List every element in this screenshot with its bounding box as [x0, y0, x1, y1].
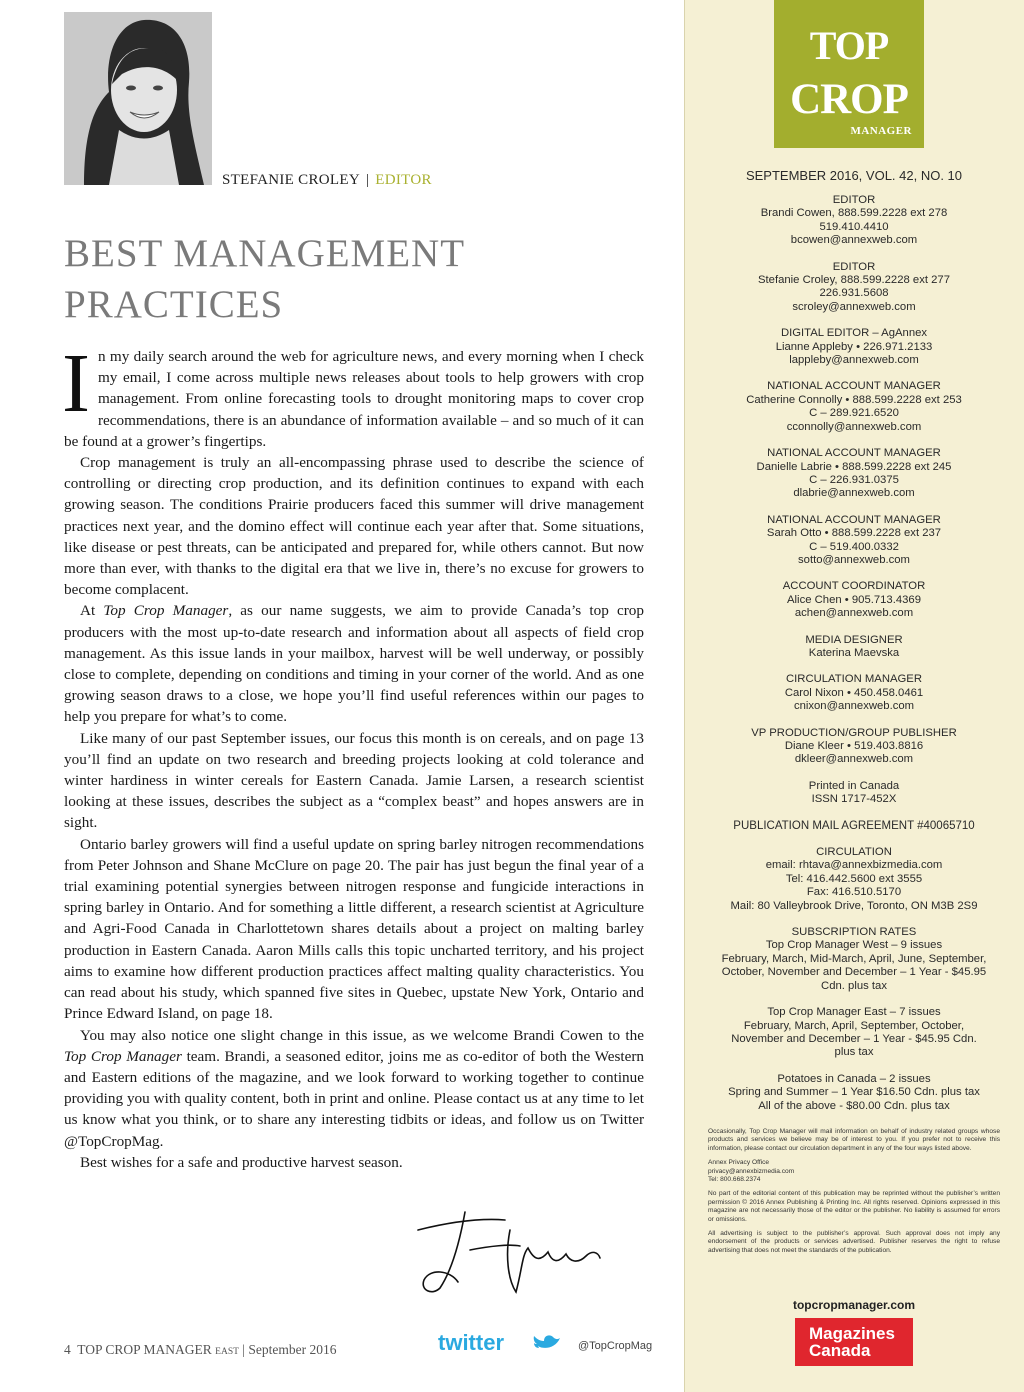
folio [64, 1342, 336, 1358]
masthead [700, 168, 1008, 1126]
magazines-canada-logo [795, 1318, 913, 1366]
masthead-line: SUBSCRIPTION RATES [791, 926, 917, 939]
masthead-line: All of the above - $80.00 Cdn. plus tax [758, 1099, 950, 1112]
website-link[interactable]: topcropmanager.com [792, 1298, 916, 1312]
paragraph-4: Like many of our past September issues, our focus this month is on cereals, and on page 13 you’ll find an update on two research and breeding projects looking at cold tolerance and winter hardiness in winter cereals for Eastern Canada. Jamie Larsen, a research scientist looking at these issues, describes the subject as a “complex beast” and hopes answers are in sight. [64, 729, 644, 832]
masthead-line: Diane Kleer • 519.403.8816 [784, 740, 924, 752]
issue-info: SEPTEMBER 2016, VOL. 42, NO. 10 [745, 168, 963, 183]
masthead-line: DIGITAL EDITOR – AgAnnex [780, 327, 928, 340]
masthead-block [700, 261, 1008, 315]
editor-photo [64, 12, 212, 185]
masthead-line: Spring and Summer – 1 Year $16.50 Cdn. plus tax [728, 1086, 980, 1099]
top-crop-manager-logo [774, 0, 924, 148]
twitter-logo[interactable] [438, 1330, 568, 1358]
title-line-2: PRACTICES [64, 283, 284, 326]
masthead-line: NATIONAL ACCOUNT MANAGER [767, 447, 941, 460]
masthead-line: February, March, Mid-March, April, June, September, [721, 952, 987, 965]
fine-print [708, 1128, 1000, 1261]
masthead-line: bcowen@annexweb.com [790, 234, 918, 247]
masthead-line: plus tax [834, 1046, 874, 1059]
masthead-line: email: rhtava@annexbizmedia.com [765, 859, 943, 872]
folio-edition: EAST [215, 1347, 239, 1357]
paragraph-2: Crop management is truly an all-encompassing phrase used to describe the science of controlling or directing crop production, and its definition continues to expand with each growing season. The conditions Prairie producers faced this summer will drive management practices next year, and the domino effect will continue each year after that. Some situations, like disease or pest threats, can be anticipated and prepared for, while others cannot. But now more than ever, with thanks to the digital era that we live in, there’s no excuse for growers to become complacent. [64, 454, 644, 599]
paragraph-6-b: team. Brandi, a seasoned editor, joins me as co-editor of both the Western and Eastern editions of the magazine, and we look forward to working together to continue providing you with quality content, both in print and online. Please contact us at any time to let us know what you think, or to share any interesting tidbits or ideas, and follow us on Twitter @TopCropMag. [64, 1047, 644, 1150]
masthead-line: Carol Nixon • 450.458.0461 [784, 686, 924, 699]
folio-separator: | [242, 1342, 245, 1357]
svg-text:twitter: twitter [438, 1330, 504, 1355]
paragraph-3 [64, 600, 644, 727]
privacy-office-line: Tel: 800.668.2374 [708, 1176, 761, 1184]
folio-title: TOP CROP MANAGER [77, 1342, 212, 1357]
masthead-line: C – 226.931.0375 [809, 473, 899, 486]
potatoes-block [700, 1073, 1008, 1113]
masthead-line: Tel: 416.442.5600 ext 3555 [785, 872, 923, 885]
privacy-note: Occasionally, Top Crop Manager will mail information on behalf of industry related groups whose products and services we believe may be of interest to you. If you prefer not to receive this information, please contact our circulation department in any of the four ways listed above. [708, 1128, 1000, 1152]
circulation-block [700, 846, 1008, 913]
advertising-note: All advertising is subject to the publisher’s approval. Such approval does not imply any endorsement of the products or services advertised. Publisher reserves the right to refuse advertising that does not meet the standards of the publication. [708, 1230, 1000, 1254]
privacy-office-email[interactable]: privacy@annexbizmedia.com [708, 1167, 795, 1175]
byline-separator: | [365, 172, 370, 188]
masthead-line: Danielle Labrie • 888.599.2228 ext 245 [756, 460, 952, 473]
masthead-line: CIRCULATION MANAGER [786, 673, 922, 686]
masthead-line: cconnolly@annexweb.com [786, 420, 922, 433]
masthead-block [700, 447, 1008, 501]
paragraph-6-a: You may also notice one slight change in this issue, as we welcome Brandi Cowen to the [80, 1026, 644, 1044]
masthead-line: Fax: 416.510.5170 [806, 886, 902, 899]
masthead-line: Stefanie Croley, 888.599.2228 ext 277 [758, 274, 950, 287]
masthead-line: Top Crop Manager West – 9 issues [765, 939, 943, 952]
paragraph-3-a: At [80, 602, 104, 620]
masthead-line: NATIONAL ACCOUNT MANAGER [767, 513, 941, 526]
masthead-line: VP PRODUCTION/GROUP PUBLISHER [751, 726, 957, 739]
drop-cap: I [62, 337, 90, 430]
masthead-block [700, 634, 1008, 661]
east-subscription-block [700, 1006, 1008, 1060]
author-name: STEFANIE CROLEY [222, 172, 360, 188]
masthead-block [700, 327, 1008, 367]
masthead-line: Cdn. plus tax [821, 979, 887, 992]
masthead-block [700, 673, 1008, 713]
masthead-block [700, 727, 1008, 767]
masthead-line: dlabrie@annexweb.com [793, 487, 915, 500]
masthead-line: November and December – 1 Year - $45.95 Cdn. [731, 1032, 977, 1045]
masthead-line: Katerina Maevska [808, 646, 900, 659]
paragraph-5: Ontario barley growers will find a useful update on spring barley nitrogen recommendations from Peter Johnson and Shane McClure on page 20. The pair has just begun the final year of a trial examining potential synergies between nitrogen response and fungicide interactions in spring barley in Ontario. And for something a little different, a research scientist at Agriculture and Agri-Food Canada in Charlottetown shares details about a project on malting barley production in Eastern Canada. Aaron Mills calls this topic uncharted territory, and his project aims to examine how different production practices affect malting quality characteristics. You can read about his study, which spanned five sites in Quebec, upstate New York, Ontario and Prince Edward Island, on page 18. [64, 835, 644, 1023]
masthead-line: Mail: 80 Valleybrook Drive, Toronto, ON M3B 2S9 [730, 899, 978, 912]
masthead-block [700, 514, 1008, 568]
masthead-block [700, 194, 1008, 248]
masthead-block [700, 780, 1008, 807]
masthead-line: Brandi Cowen, 888.599.2228 ext 278 [760, 207, 948, 220]
masthead-line: Potatoes in Canada – 2 issues [777, 1072, 931, 1085]
masthead-line: MEDIA DESIGNER [805, 633, 903, 646]
publication-mail-agreement: PUBLICATION MAIL AGREEMENT #40065710 [733, 819, 975, 832]
masthead-line: 226.931.5608 [819, 287, 889, 300]
byline [222, 172, 432, 189]
logo-line-1: TOP [809, 23, 889, 68]
title-line-1: BEST MANAGEMENT [64, 232, 466, 275]
paragraph-3-b: , as our name suggests, we aim to provide Canada’s top crop producers with the most up-to-date research and information about all aspects of field crop management. As this issue lands in your mailbox, harvest will be well underway, or possibly close to complete, depending on conditions and timing in your corner of the world. And as one growing season draws to a close, we hope you’ll find useful references within our pages to help you prepare for what’s to come. [64, 602, 644, 726]
masthead-line: scroley@annexweb.com [792, 300, 916, 313]
folio-page: 4 [64, 1342, 71, 1357]
paragraph-3-em: Top Crop Manager [103, 602, 229, 620]
masthead-line: dkleer@annexweb.com [794, 753, 914, 766]
masthead-line: sotto@annexweb.com [798, 553, 910, 566]
masthead-block [700, 380, 1008, 434]
masthead-line: Printed in Canada [808, 779, 900, 792]
mc-line-1: Magazines [809, 1324, 895, 1343]
paragraph-6 [64, 1025, 644, 1152]
masthead-line: cnixon@annexweb.com [793, 700, 915, 713]
privacy-office-line: Annex Privacy Office [708, 1159, 770, 1167]
author-role: EDITOR [375, 172, 432, 188]
article-title [64, 228, 644, 330]
masthead-line: EDITOR [832, 260, 876, 273]
paragraph-7: Best wishes for a safe and productive harvest season. [80, 1153, 403, 1171]
masthead-line: October, November and December – 1 Year - $45.95 [721, 966, 987, 979]
masthead-line: NATIONAL ACCOUNT MANAGER [767, 380, 941, 393]
masthead-line: Top Crop Manager East – 7 issues [767, 1006, 941, 1019]
masthead-line: 519.410.4410 [819, 220, 889, 233]
masthead-line: C – 519.400.0332 [809, 540, 899, 553]
logo-line-2: CROP [790, 76, 908, 123]
twitter-handle[interactable]: @TopCropMag [578, 1340, 653, 1352]
masthead-line: CIRCULATION [816, 846, 892, 859]
masthead-line: Alice Chen • 905.713.4369 [787, 593, 921, 606]
masthead-line: ACCOUNT COORDINATOR [782, 580, 926, 593]
masthead-block [700, 580, 1008, 620]
masthead-line: Lianne Appleby • 226.971.2133 [775, 340, 933, 353]
subscription-block [700, 926, 1008, 993]
paragraph-6-em: Top Crop Manager [64, 1047, 182, 1065]
paragraph-1 [62, 337, 644, 452]
mc-line-2: Canada [809, 1341, 871, 1360]
copyright-note: No part of the editorial content of this publication may be reprinted without the publisher’s written permission © 2016 Annex Publishing & Printing Inc. All rights reserved. Opinions expressed in this magazine are not necessarily those of the editor or the publisher. No liability is assumed for errors or omissions. [708, 1190, 1000, 1223]
masthead-line: lappleby@annexweb.com [789, 354, 919, 367]
privacy-office [708, 1159, 1000, 1184]
masthead-line: February, March, April, September, October, [743, 1019, 965, 1032]
masthead-line: Catherine Connolly • 888.599.2228 ext 253 [746, 393, 962, 406]
paragraph-1-text: n my daily search around the web for agriculture news, and every morning when I check my email, I come across multiple news releases about tools to help growers with crop management. From online forecasting tools to drought monitoring maps to cover crop recommendations, there is an abundance of information available – and so much of it can be found at a grower’s fingertips. [64, 348, 644, 450]
masthead-line: ISSN 1717-452X [811, 793, 897, 806]
folio-date: September 2016 [248, 1342, 337, 1357]
logo-line-3: MANAGER [850, 125, 912, 137]
article-body [62, 337, 644, 1173]
masthead-line: Sarah Otto • 888.599.2228 ext 237 [766, 527, 942, 540]
masthead-line: achen@annexweb.com [794, 607, 914, 620]
masthead-line: C – 289.921.6520 [809, 407, 899, 420]
masthead-line: EDITOR [832, 194, 876, 206]
signature [410, 1200, 610, 1300]
